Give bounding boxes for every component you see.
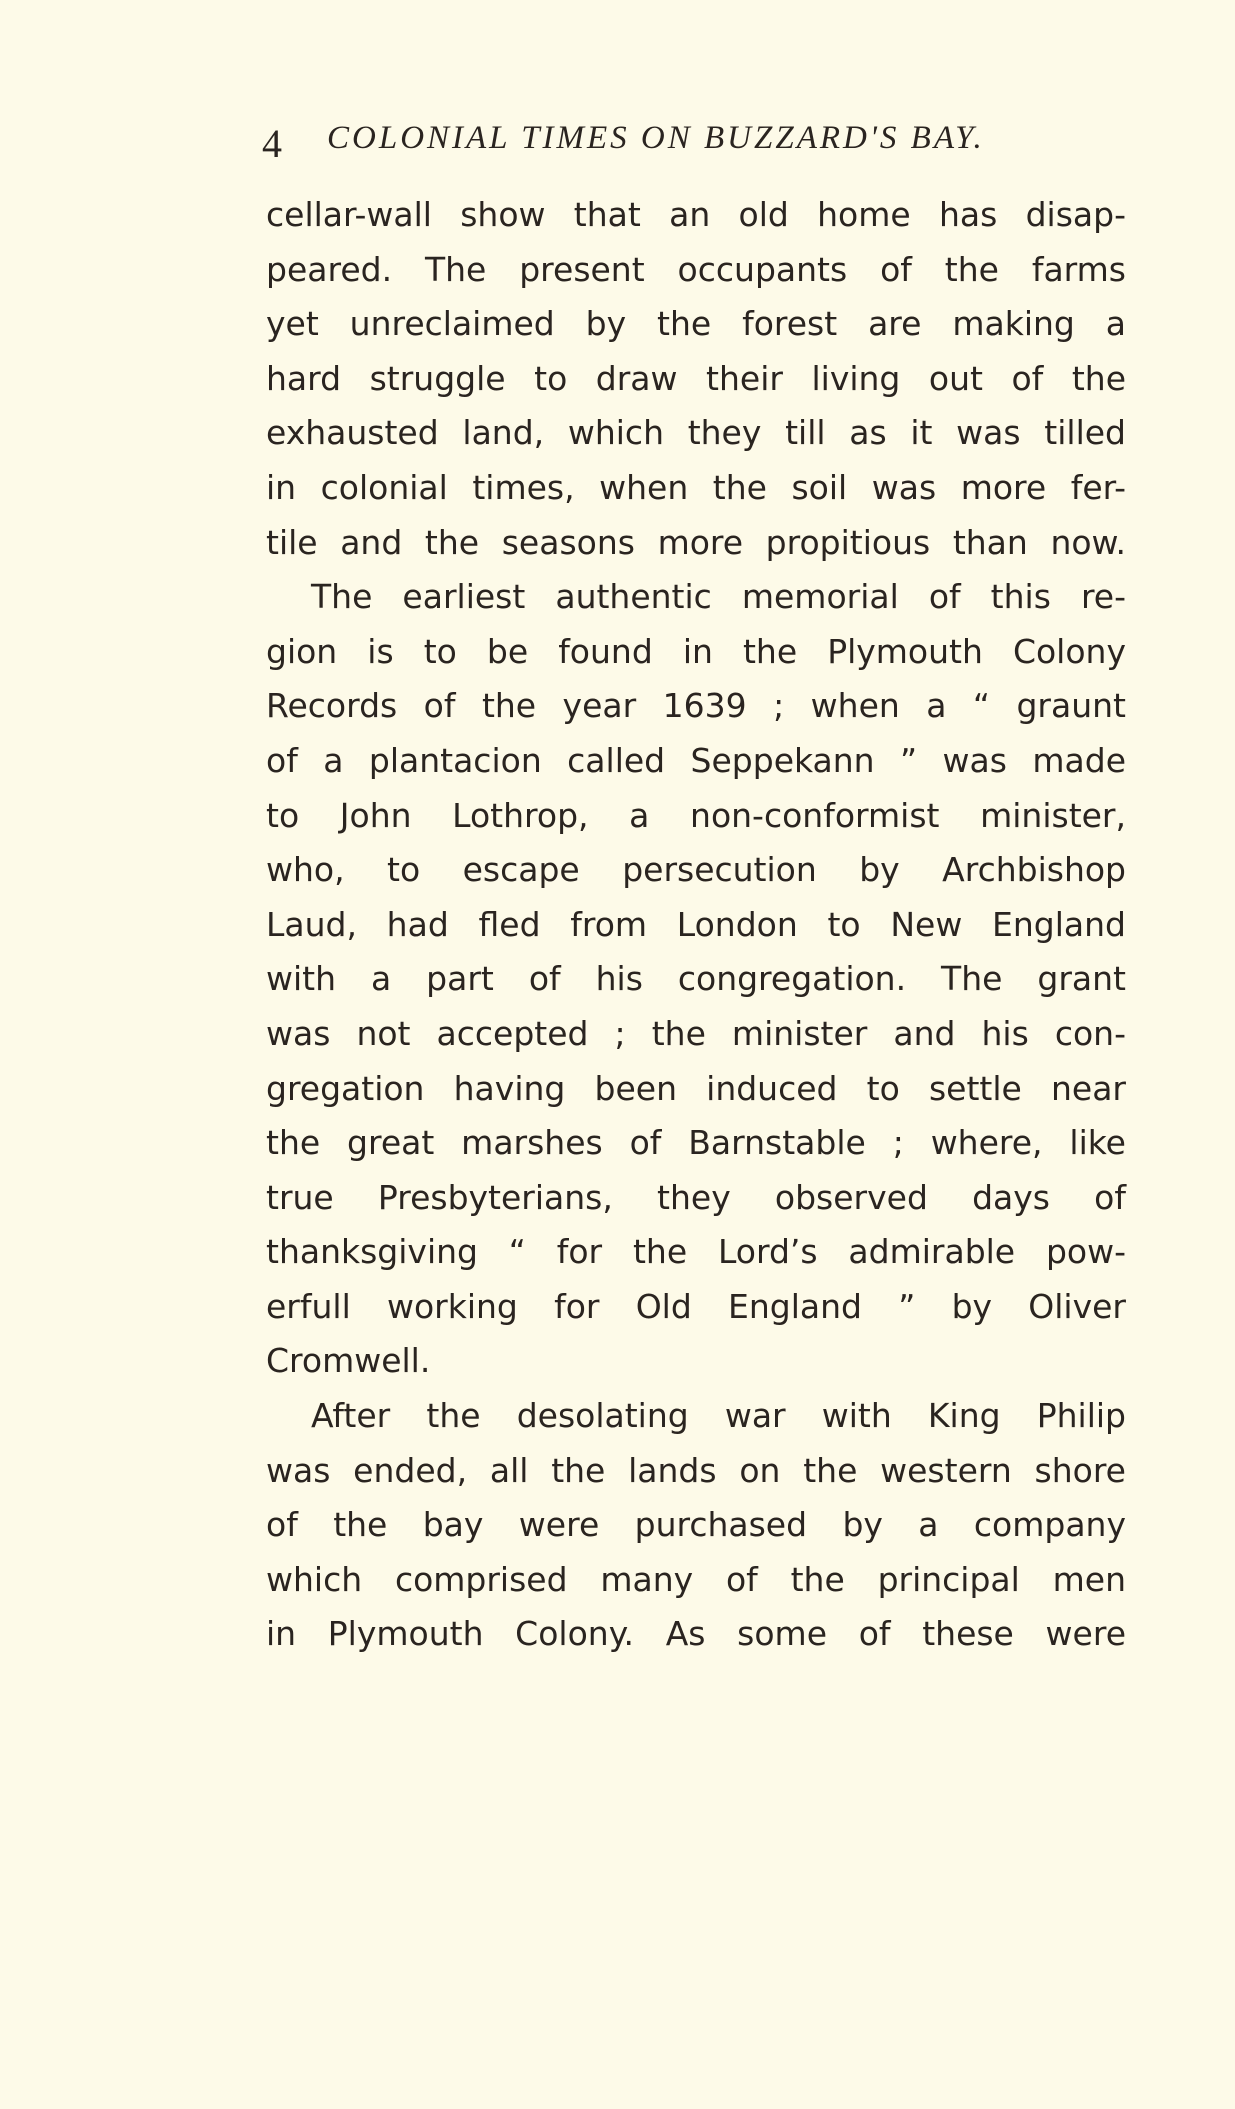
text-line: After the desolating war with King Philip [311,1396,1126,1436]
text-line: who, to escape persecution by Archbishop [266,850,1126,890]
text-line: thanksgiving “ for the Lord’s admirable pow- [266,1232,1126,1272]
text-line: of the bay were purchased by a company [266,1505,1126,1545]
text-line: cellar-wall show that an old home has disap- [266,195,1126,234]
text-line: yet unreclaimed by the forest are making a [266,304,1126,344]
text-line: in Plymouth Colony. As some of these were [266,1614,1126,1654]
body-text [266,188,1126,1662]
text-line: tile and the seasons more propitious than now. [266,522,1126,562]
text-line: in colonial times, when the soil was more fer- [266,467,1126,507]
page-header [262,118,1102,168]
text-line: peared. The present occupants of the farms [266,249,1126,289]
text-line: true Presbyterians, they observed days of [266,1177,1126,1217]
text-line: was ended, all the lands on the western shore [266,1450,1126,1490]
text-line: of a plantacion called Seppekann ” was made [266,740,1126,780]
text-line: which comprised many of the principal men [266,1559,1126,1599]
text-line: erfull working for Old England ” by Oliver [266,1286,1126,1326]
page-number: 4 [262,121,282,166]
text-line: gion is to be found in the Plymouth Colony [266,631,1126,671]
text-line: with a part of his congregation. The grant [266,959,1126,999]
text-line: hard struggle to draw their living out of the [266,358,1126,398]
text-line: Records of the year 1639 ; when a “ graunt [266,686,1126,726]
text-line: gregation having been induced to settle near [266,1068,1126,1108]
text-line: The earliest authentic memorial of this re- [311,577,1126,617]
text-line: exhausted land, which they till as it was tilled [266,413,1126,453]
text-line: Laud, had fled from London to New England [266,904,1126,944]
text-line: was not accepted ; the minister and his con- [266,1013,1126,1053]
text-line: the great marshes of Barnstable ; where, like [266,1123,1126,1163]
text-line: Cromwell. [266,1341,431,1381]
running-head: COLONIAL TIMES ON BUZZARD'S BAY. [327,120,985,156]
text-line: to John Lothrop, a non-conformist minister, [266,795,1126,835]
